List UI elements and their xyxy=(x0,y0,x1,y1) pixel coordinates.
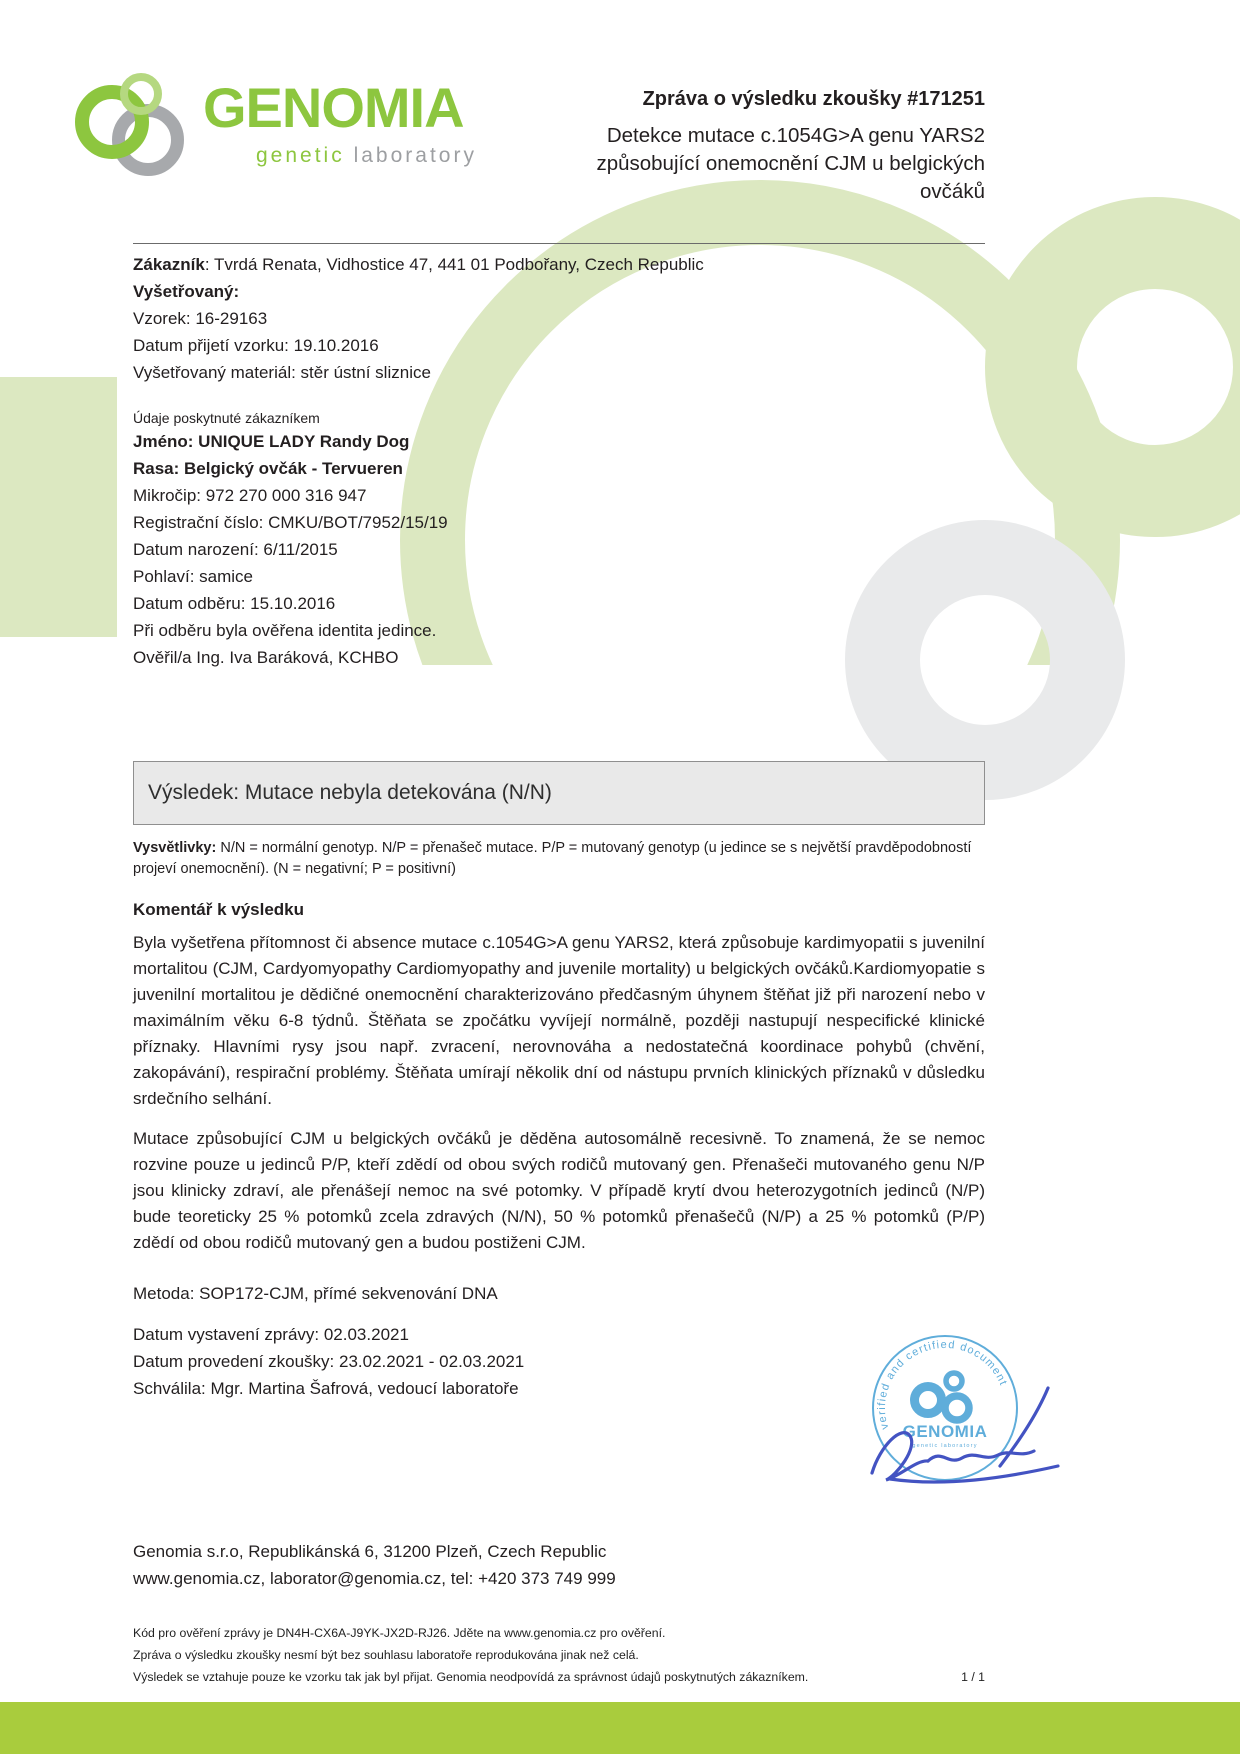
bottom-green-bar xyxy=(0,1702,1240,1754)
result-text: Výsledek: Mutace nebyla detekována (N/N) xyxy=(148,781,552,804)
company-contact: www.genomia.cz, laborator@genomia.cz, tel: +420 373 749 999 xyxy=(133,1569,616,1588)
stamp-logo-circle-icon xyxy=(946,1373,962,1389)
legend-value: N/N = normální genotyp. N/P = přenašeč mutace. P/P = mutovaný genotyp (u jedince se s největší pravděpodobností projeví onemocnění). (N = negativní; P = positivní) xyxy=(133,840,972,877)
report-title-block xyxy=(365,86,985,206)
result-box xyxy=(133,761,985,825)
stamp-and-signature xyxy=(850,1318,1100,1498)
report-body xyxy=(133,243,985,1402)
report-title: Zpráva o výsledku zkoušky #171251 xyxy=(642,88,985,110)
verification-code-line: Kód pro ověření zprávy je DN4H-CX6A-J9YK-JX2D-RJ26. Jděte na www.genomia.cz pro ověření. xyxy=(133,1626,666,1640)
test-performed-date-line: Datum provedení zkoušky: 23.02.2021 - 02.03.2021 xyxy=(133,1352,525,1371)
examined-label: Vyšetřovaný: xyxy=(133,282,240,301)
registration-line: Registrační číslo: CMKU/BOT/7952/15/19 xyxy=(133,513,448,532)
comment-paragraph-2: Mutace způsobující CJM u belgických ovčáků je děděna autosomálně recesivně. To znamená, že se nemoc rozvine pouze u jedinců P/P, kteří zdědí od obou svých rodičů mutovaný gen. Přenašeči mutovaného genu N/P jsou klinicky zdraví, ale přenášejí nemoc na své potomky. V případě krytí dvou heterozygotních jedinců (N/P) bude teoreticky 25 % potomků zcela zdravých (N/N), 50 % potomků přenašečů (N/P) a 25 % potomků (P/P) zdědí od obou rodičů mutovaný gen a budou postiženi CJM. xyxy=(133,1129,985,1252)
logo-tagline-laboratory: laboratory xyxy=(353,144,477,167)
client-data-heading: Údaje poskytnuté zákazníkem xyxy=(133,410,320,426)
stamp-logo-circle-icon xyxy=(915,1387,942,1414)
reproduction-notice-line: Zpráva o výsledku zkoušky nesmí být bez souhlasu laboratoře reprodukována jinak než celá. xyxy=(133,1648,639,1662)
legend-text xyxy=(133,838,985,879)
microchip-line: Mikročip: 972 270 000 316 947 xyxy=(133,486,367,505)
sample-received-line: Datum přijetí vzorku: 19.10.2016 xyxy=(133,336,379,355)
customer-label: Zákazník xyxy=(133,255,205,274)
report-issue-date-line: Datum vystavení zprávy: 02.03.2021 xyxy=(133,1325,409,1344)
report-subtitle-line: způsobující onemocnění CJM u belgických xyxy=(596,152,985,175)
customer-value: : Tvrdá Renata, Vidhostice 47, 441 01 Podbořany, Czech Republic xyxy=(204,255,704,274)
birthdate-line: Datum narození: 6/11/2015 xyxy=(133,540,338,559)
footer-smallprint xyxy=(133,1622,985,1688)
comment-paragraph-1: Byla vyšetřena přítomnost či absence mutace c.1054G>A genu YARS2, která způsobuje kardimyopatii s juvenilní mortalitou (CJM, Cardyomyopathy Cardiomyopathy and juvenile mortality) u belgických ovčáků.Kardiomyopatie s juvenilní mortalitou je dědičné onemocnění charakterizováno předčasným úhynem štěňat již při narození nebo v maximálním věku 6-8 týdnů. Štěňata se zpočátku vyvíjejí normálně, později nastupují nespecifické klinické příznaky. Hlavními rysy jsou např. zvracení, nerovnováha a nedostatečná koordinace pohybů (chvění, zakopávání), respirační problémy. Štěňata umírají několik dní od nástupu prvních klinických příznaků v důsledku srdečního selhání. xyxy=(133,933,985,1108)
dog-name-line: Jméno: UNIQUE LADY Randy Dog xyxy=(133,432,410,451)
logo-wordmark: GENOMIA xyxy=(203,76,464,139)
dog-breed-line: Rasa: Belgický ovčák - Tervueren xyxy=(133,459,403,478)
report-subtitle xyxy=(365,122,985,206)
stamp-tagline-text: genetic laboratory xyxy=(912,1443,978,1449)
page-number: 1 / 1 xyxy=(961,1670,985,1684)
method-line: Metoda: SOP172-CJM, přímé sekvenování DNA xyxy=(133,1284,498,1303)
stamp-arc-text: verified and certified document xyxy=(875,1338,1010,1431)
identity-verified-line: Při odběru byla ověřena identita jedince. xyxy=(133,621,437,640)
legend-label: Vysvětlivky: xyxy=(133,840,217,856)
footer-address-block xyxy=(133,1538,616,1592)
report-subtitle-line: ovčáků xyxy=(920,180,985,203)
left-green-strip-decoration xyxy=(0,377,117,637)
sample-material-line: Vyšetřovaný materiál: stěr ústní sliznice xyxy=(133,363,431,382)
collection-date-line: Datum odběru: 15.10.2016 xyxy=(133,594,336,613)
stamp-brand-text: GENOMIA xyxy=(902,1422,988,1441)
comment-heading: Komentář k výsledku xyxy=(133,900,305,919)
approved-by-line: Schválila: Mgr. Martina Šafrová, vedoucí laboratoře xyxy=(133,1379,519,1398)
certification-stamp-icon xyxy=(850,1318,1100,1493)
company-address: Genomia s.r.o, Republikánská 6, 31200 Plzeň, Czech Republic xyxy=(133,1542,607,1561)
svg-text:verified and certified documen xyxy=(876,1339,1009,1431)
customer-line xyxy=(133,251,985,278)
logo-tagline-genetic: genetic xyxy=(256,144,345,167)
verifier-line: Ověřil/a Ing. Iva Baráková, KCHBO xyxy=(133,648,399,667)
sample-id-line: Vzorek: 16-29163 xyxy=(133,309,268,328)
sex-line: Pohlaví: samice xyxy=(133,567,253,586)
header-divider xyxy=(133,243,985,244)
stamp-logo-circle-icon xyxy=(945,1396,969,1420)
report-subtitle-line: Detekce mutace c.1054G>A genu YARS2 xyxy=(606,124,985,147)
logo-small-circle-icon xyxy=(120,73,162,115)
disclaimer-line: Výsledek se vztahuje pouze ke vzorku tak jak byl přijat. Genomia neodpovídá za správnost údajů poskytnutých zákazníkem. xyxy=(133,1670,809,1684)
